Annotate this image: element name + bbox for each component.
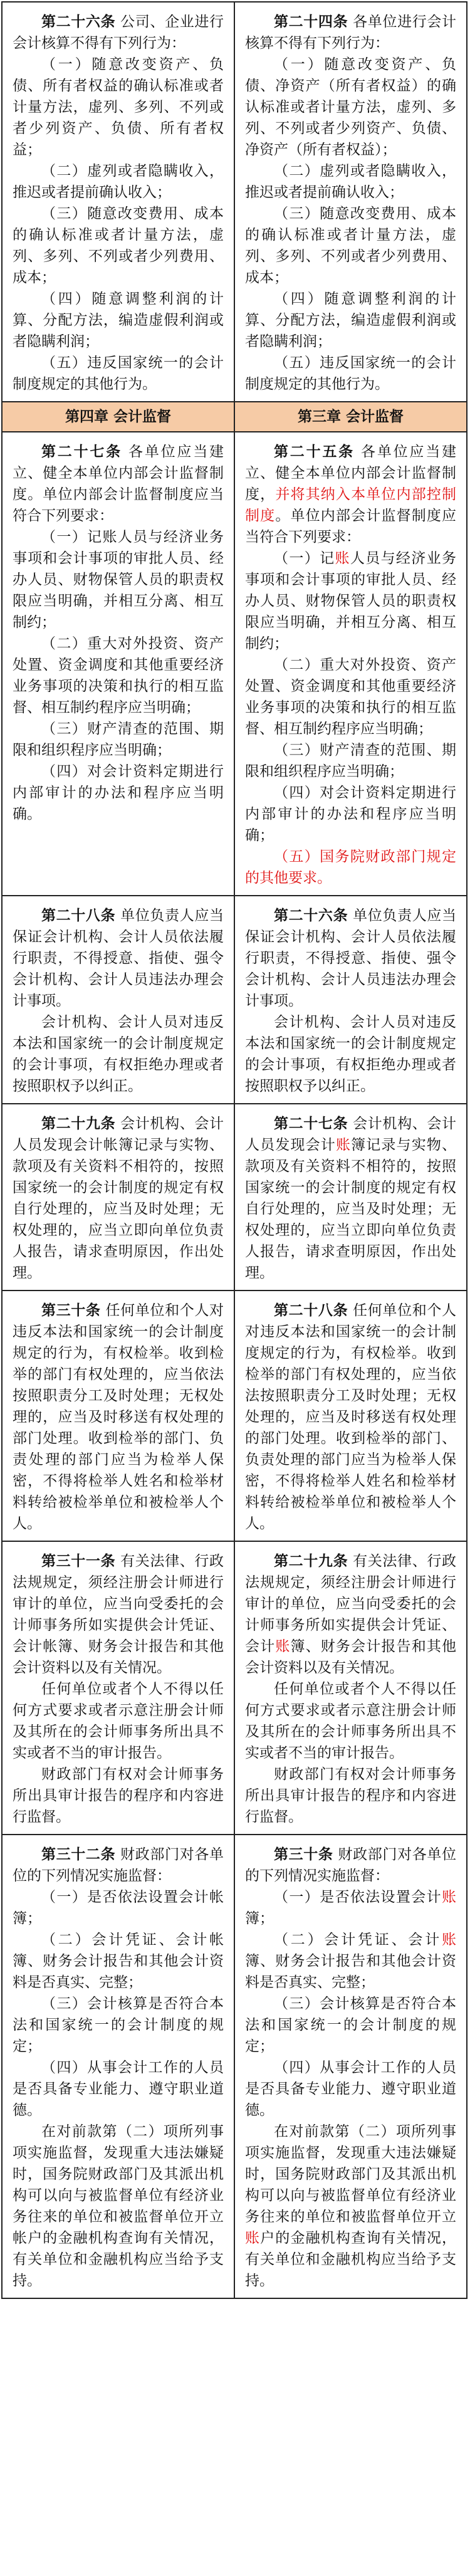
article-text: 单位负责人应当保证会计机构、会计人员依法履行职责，不得授意、指使、强令会计机构、会计人员违法办理会计事项。	[245, 908, 456, 1009]
article-text: 任何单位或者个人不得以任何方式要求或者示意注册会计师及其所在的会计师事务所出具不实或者不当的审计报告。	[245, 1681, 456, 1761]
article-number: 第二十七条	[274, 1115, 348, 1132]
old-law-cell	[2, 1104, 234, 1291]
article-text: （一）是否依法设置会计帐簿；	[13, 1889, 224, 1927]
comparison-body	[2, 2, 467, 2298]
article-text: 各单位应当建立、健全本单位内部会计监督制度。单位内部会计监督制度应当符合下列要求：	[13, 444, 224, 524]
new-law-cell	[234, 1835, 467, 2298]
amended-text: 并将其纳入本单位内部控制制度	[245, 486, 457, 524]
article-paragraph	[245, 54, 456, 160]
article-paragraph	[245, 288, 456, 352]
article-paragraph	[13, 1764, 224, 1828]
article-text: 任何单位和个人对违反本法和国家统一的会计制度规定的行为，有权检举。收到检举的部门有权处理的，应当依法按照职责分工及时处理；无权处理的，应当及时移送有权处理的部门处理。收到检举的部门、负责处理的部门应当为检举人保密，不得将检举人姓名和检举材料转给被检举单位和被检举人个人。	[245, 1302, 456, 1532]
article-number: 第二十九条	[41, 1115, 116, 1132]
article-text: 簿、财务会计报告和其他会计资料以及有关情况。	[245, 1638, 457, 1676]
article-text: （一）随意改变资产、负债、净资产（所有者权益）的确认标准或者计量方法，虚列、多列、不列或者少列资产、负债、净资产（所有者权益）；	[245, 56, 456, 158]
article-paragraph	[13, 2121, 224, 2291]
article-text: （三）财产清查的范围、期限和组织程序应当明确；	[245, 742, 456, 780]
article-paragraph	[245, 352, 456, 395]
article-text: （一）记	[274, 550, 335, 567]
article-paragraph	[13, 1678, 224, 1764]
article-paragraph	[245, 654, 456, 740]
article-text: 会计机构、会计人员发现会计帐簿记录与实物、款项及有关资料不相符的，按照国家统一的会计制度的规定有权自行处理的，应当及时处理；无权处理的，应当立即向单位负责人报告，请求查明原因，作出处理。	[13, 1116, 224, 1281]
article-text: 单位负责人应当保证会计机构、会计人员依法履行职责，不得授意、指使、强令会计机构、会计人员违法办理会计事项。	[13, 908, 224, 1009]
old-law-cell	[2, 432, 234, 896]
old-law-cell	[2, 1835, 234, 2298]
old-law-cell	[2, 2, 234, 402]
article-number: 第二十五条	[274, 443, 355, 460]
article-paragraph-lead	[13, 441, 224, 526]
law-comparison-table	[1, 1, 467, 2299]
article-text: 。单位内部会计监督制度应当符合下列要求：	[245, 508, 457, 545]
article-paragraph	[13, 352, 224, 395]
article-paragraph-lead	[245, 441, 456, 548]
article-paragraph	[245, 782, 456, 846]
article-paragraph-lead	[245, 905, 456, 1012]
amended-text: 账	[245, 2230, 261, 2246]
article-text: （四）随意调整利润的计算、分配方法，编造虚假利润或者隐瞒利润；	[13, 291, 224, 350]
article-paragraph-lead	[13, 11, 224, 54]
article-paragraph	[13, 1012, 224, 1097]
article-paragraph	[245, 160, 456, 203]
article-number: 第二十六条	[274, 907, 348, 924]
article-paragraph-lead	[245, 1300, 456, 1534]
new-law-cell	[234, 896, 467, 1104]
article-text: 户的金融机构查询有关情况，有关单位和金融机构应当给予支持。	[245, 2230, 457, 2289]
article-text: （二）重大对外投资、资产处置、资金调度和其他重要经济业务事项的决策和执行的相互监督、相互制约程序应当明确；	[13, 636, 224, 716]
article-text: 簿、财务会计报告和其他会计资料是否真实、完整；	[245, 1953, 456, 1991]
new-law-cell	[234, 2, 467, 402]
article-text: （四）从事会计工作的人员是否具备专业能力、遵守职业道德。	[245, 2060, 456, 2118]
article-paragraph	[245, 1012, 456, 1097]
article-text: （四）对会计资料定期进行内部审计的办法和程序应当明确。	[13, 763, 224, 822]
old-law-cell	[2, 896, 234, 1104]
article-paragraph-lead	[13, 905, 224, 1012]
article-paragraph	[245, 2057, 456, 2121]
article-paragraph	[245, 846, 456, 889]
article-paragraph	[13, 288, 224, 352]
article-paragraph-lead	[245, 1113, 456, 1284]
article-paragraph	[13, 1887, 224, 1929]
article-text: 会计机构、会计人员对违反本法和国家统一的会计制度规定的会计事项，有权拒绝办理或者按照职权予以纠正。	[245, 1014, 456, 1094]
article-text: 有关法律、行政法规规定，须经注册会计师进行审计的单位，应当向受委托的会计师事务所如实提供会计凭证、会计	[245, 1553, 456, 1655]
article-text: （五）违反国家统一的会计制度规定的其他行为。	[245, 355, 456, 392]
article-row	[2, 432, 467, 896]
article-paragraph-lead	[13, 1551, 224, 1678]
article-number: 第二十八条	[274, 1302, 348, 1319]
article-number: 第二十八条	[41, 907, 116, 924]
article-paragraph	[13, 718, 224, 761]
article-paragraph	[13, 1929, 224, 1993]
new-law-cell	[234, 1104, 467, 1291]
article-paragraph	[245, 1678, 456, 1764]
article-text: 各单位进行会计核算不得有下列行为：	[245, 14, 456, 51]
article-text: （三）会计核算是否符合本法和国家统一的会计制度的规定；	[13, 1996, 224, 2055]
article-paragraph-lead	[245, 11, 456, 54]
article-paragraph	[13, 160, 224, 203]
article-row	[2, 896, 467, 1104]
article-text: （四）随意调整利润的计算、分配方法，编造虚假利润或者隐瞒利润；	[245, 291, 456, 350]
chapter-heading-row	[2, 402, 467, 432]
article-row	[2, 1104, 467, 1291]
article-number: 第二十七条	[41, 443, 122, 460]
article-text: 财政部门对各单位的下列情况实施监督：	[13, 1846, 224, 1884]
article-text: 人员与经济业务事项和会计事项的审批人员、经办人员、财物保管人员的职责权限应当明确，并相互分离、相互制约；	[245, 550, 457, 652]
article-text: （一）随意改变资产、负债、所有者权益的确认标准或者计量方法，虚列、多列、不列或者少列资产、负债、所有者权益；	[13, 56, 224, 158]
article-text: （四）从事会计工作的人员是否具备专业能力、遵守职业道德。	[13, 2060, 224, 2118]
article-paragraph	[245, 2121, 456, 2291]
article-text: （五）违反国家统一的会计制度规定的其他行为。	[13, 355, 224, 392]
article-text: （三）随意改变费用、成本的确认标准或者计量方法，虚列、多列、不列或者少列费用、成本；	[245, 206, 456, 286]
article-paragraph	[13, 54, 224, 160]
article-paragraph-lead	[13, 1300, 224, 1534]
article-paragraph	[13, 1993, 224, 2057]
article-text: 公司、企业进行会计核算不得有下列行为：	[13, 14, 224, 51]
article-text: 有关法律、行政法规规定，须经注册会计师进行审计的单位，应当向受委托的会计师事务所如实提供会计凭证、会计帐簿、财务会计报告和其他会计资料以及有关情况。	[13, 1553, 224, 1676]
article-text: （二）重大对外投资、资产处置、资金调度和其他重要经济业务事项的决策和执行的相互监督、相互制约程序应当明确；	[245, 657, 456, 737]
article-paragraph	[245, 740, 456, 782]
article-number: 第二十九条	[274, 1552, 348, 1569]
article-text: （一）记账人员与经济业务事项和会计事项的审批人员、经办人员、财物保管人员的职责权限应当明确，并相互分离、相互制约；	[13, 529, 224, 631]
article-paragraph-lead	[13, 1113, 224, 1284]
article-paragraph	[245, 1764, 456, 1828]
article-text: （四）对会计资料定期进行内部审计的办法和程序应当明确；	[245, 785, 456, 844]
article-paragraph-lead	[245, 1844, 456, 1887]
new-law-cell	[234, 432, 467, 896]
article-number: 第二十六条	[41, 13, 116, 30]
article-text: 簿；	[245, 1910, 274, 1927]
article-paragraph	[245, 1929, 456, 1993]
amended-text: 账	[442, 1889, 456, 1905]
article-text: 在对前款第（二）项所列事项实施监督，发现重大违法嫌疑时，国务院财政部门及其派出机构可以向与被监督单位有经济业务往来的单位和被监督单位开立帐户的金融机构查询有关情况，有关单位和金融机构应当给予支持。	[13, 2123, 224, 2289]
amended-text: （五）国务院财政部门规定的其他要求。	[245, 849, 456, 886]
article-text: （二）虚列或者隐瞒收入，推迟或者提前确认收入；	[245, 163, 456, 201]
article-text: （三）随意改变费用、成本的确认标准或者计量方法，虚列、多列、不列或者少列费用、成本；	[13, 206, 224, 286]
new-law-cell	[234, 1291, 467, 1541]
article-paragraph	[13, 761, 224, 825]
article-number: 第二十四条	[274, 13, 348, 30]
article-number: 第三十条	[41, 1302, 101, 1319]
amended-text: 账	[442, 1932, 456, 1948]
article-text: 簿记录与实物、款项及有关资料不相符的，按照国家统一的会计制度的规定有权自行处理的，应当及时处理；无权处理的，应当立即向单位负责人报告，请求查明原因，作出处理。	[245, 1137, 457, 1281]
article-paragraph	[13, 633, 224, 718]
article-number: 第三十一条	[41, 1552, 116, 1569]
article-text: （二）会计凭证、会计帐簿、财务会计报告和其他会计资料是否真实、完整；	[13, 1932, 224, 1991]
article-paragraph	[245, 1887, 456, 1929]
article-row	[2, 1291, 467, 1541]
article-text: 财政部门有权对会计师事务所出具审计报告的程序和内容进行监督。	[245, 1766, 456, 1825]
amended-text: 账	[335, 1137, 352, 1153]
article-text: （三）财产清查的范围、期限和组织程序应当明确；	[13, 721, 224, 758]
article-text: 财政部门有权对会计师事务所出具审计报告的程序和内容进行监督。	[13, 1766, 224, 1825]
article-text: 任何单位和个人对违反本法和国家统一的会计制度规定的行为，有权检举。收到检举的部门有权处理的，应当依法按照职责分工及时处理；无权处理的，应当及时移送有权处理的部门处理。收到检举的部门、负责处理的部门应当为检举人保密，不得将检举人姓名和检举材料转给被检举单位和被检举人个人。	[13, 1302, 224, 1532]
article-text: 各单位应当建立、健全本单位内部会计监督制度，	[245, 444, 457, 503]
article-number: 第三十条	[274, 1846, 333, 1863]
article-paragraph	[245, 1993, 456, 2057]
article-paragraph	[245, 548, 456, 654]
old-law-cell	[2, 1291, 234, 1541]
article-text: （二）虚列或者隐瞒收入，推迟或者提前确认收入；	[13, 163, 224, 201]
amended-text: 账	[275, 1638, 291, 1655]
article-text: （三）会计核算是否符合本法和国家统一的会计制度的规定；	[245, 1996, 456, 2055]
old-law-cell	[2, 1541, 234, 1835]
new-law-cell	[234, 1541, 467, 1835]
article-text: （二）会计凭证、会计	[274, 1932, 442, 1948]
article-text: 财政部门对各单位的下列情况实施监督：	[245, 1846, 456, 1884]
article-paragraph-lead	[245, 1551, 456, 1678]
article-paragraph	[13, 203, 224, 288]
article-row	[2, 1835, 467, 2298]
article-text: 任何单位或者个人不得以任何方式要求或者示意注册会计师及其所在的会计师事务所出具不实或者不当的审计报告。	[13, 1681, 224, 1761]
article-text: （一）是否依法设置会计	[274, 1889, 442, 1905]
article-paragraph	[13, 526, 224, 633]
article-text: 在对前款第（二）项所列事项实施监督，发现重大违法嫌疑时，国务院财政部门及其派出机构可以向与被监督单位有经济业务往来的单位和被监督单位开立	[245, 2123, 456, 2225]
article-paragraph	[13, 2057, 224, 2121]
article-paragraph	[245, 203, 456, 288]
article-row	[2, 2, 467, 402]
article-row	[2, 1541, 467, 1835]
new-chapter-heading: 第三章 会计监督	[234, 402, 467, 432]
article-number: 第三十二条	[41, 1846, 116, 1863]
article-paragraph-lead	[13, 1844, 224, 1887]
old-chapter-heading: 第四章 会计监督	[2, 402, 234, 432]
article-text: 会计机构、会计人员发现会计	[245, 1116, 456, 1153]
article-text: 会计机构、会计人员对违反本法和国家统一的会计制度规定的会计事项，有权拒绝办理或者按照职权予以纠正。	[13, 1014, 224, 1094]
amended-text: 账	[335, 550, 350, 567]
